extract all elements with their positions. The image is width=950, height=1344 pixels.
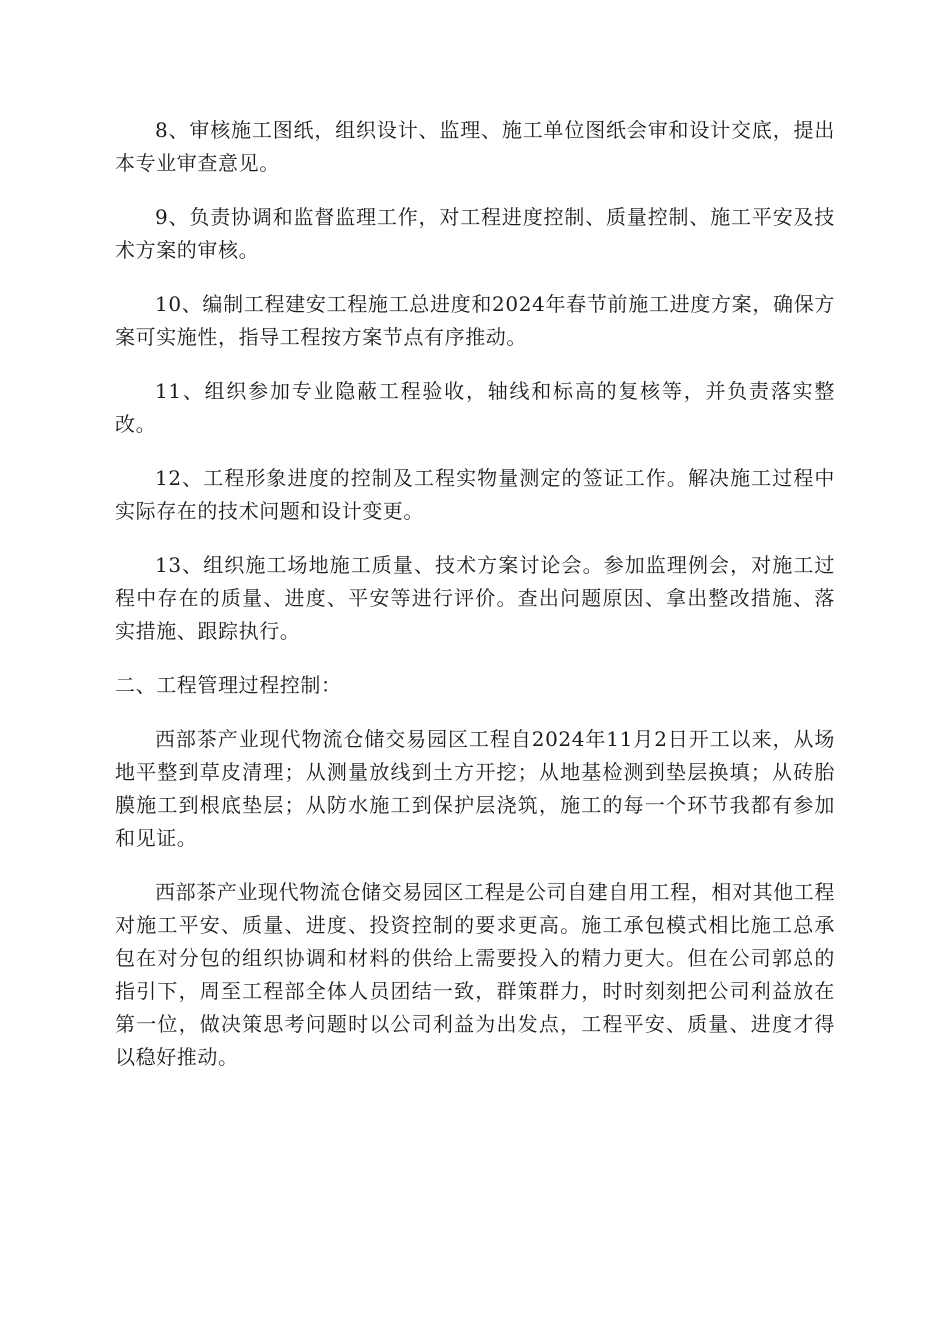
duty-item-9: 9、负责协调和监督监理工作，对工程进度控制、质量控制、施工平安及技术方案的审核。 (115, 205, 835, 262)
duty-item-11: 11、组织参加专业隐蔽工程验收，轴线和标高的复核等，并负责落实整改。 (115, 379, 835, 436)
duty-item-10: 10、编制工程建安工程施工总进度和2024年春节前施工进度方案，确保方案可实施性，指导工程按方案节点有序推动。 (115, 292, 835, 349)
duty-item-8: 8、审核施工图纸，组织设计、监理、施工单位图纸会审和设计交底，提出本专业审查意见。 (115, 118, 835, 175)
duty-item-12: 12、工程形象进度的控制及工程实物量测定的签证工作。解决施工过程中实际存在的技术问题和设计变更。 (115, 466, 835, 523)
section-heading: 二、工程管理过程控制： (115, 673, 342, 697)
document-body (115, 114, 835, 1095)
section-paragraph-management: 西部茶产业现代物流仓储交易园区工程是公司自建自用工程，相对其他工程对施工平安、质量、进度、投资控制的要求更高。施工承包模式相比施工总承包在对分包的组织协调和材料的供给上需要投入的精力更大。但在公司郭总的指引下，周至工程部全体人员团结一致，群策群力，时时刻刻把公司利益放在第一位，做决策思考问题时以公司利益为出发点，工程平安、质量、进度才得以稳好推动。 (115, 880, 835, 1069)
section-paragraph-progress: 西部茶产业现代物流仓储交易园区工程自2024年11月2日开工以来，从场地平整到草皮清理；从测量放线到土方开挖；从地基检测到垫层换填；从砖胎膜施工到根底垫层；从防水施工到保护层浇筑，施工的每一个环节我都有参加和见证。 (115, 727, 835, 850)
duty-item-13: 13、组织施工场地施工质量、技术方案讨论会。参加监理例会，对施工过程中存在的质量、进度、平安等进行评价。查出问题原因、拿出整改措施、落实措施、跟踪执行。 (115, 553, 835, 643)
